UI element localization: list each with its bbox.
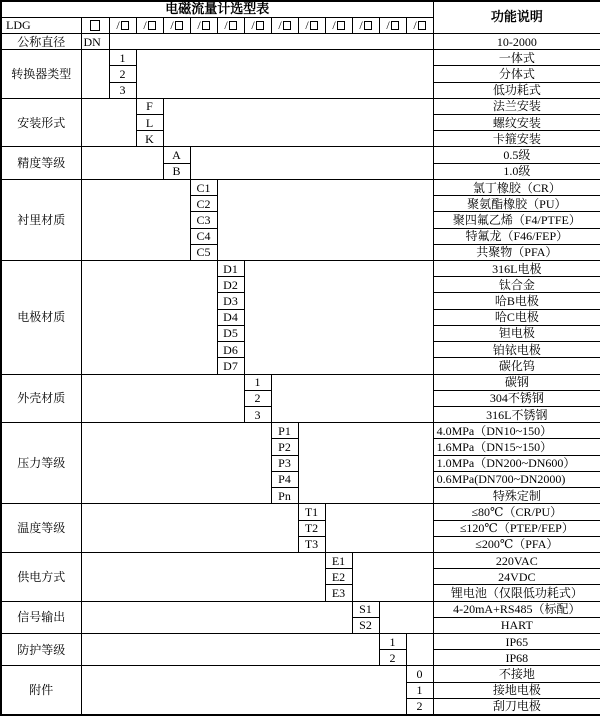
desc-cell: 氯丁橡胶（CR） [433, 179, 600, 195]
code-cell: 1 [244, 374, 271, 390]
code-cell: S1 [352, 601, 379, 617]
desc-cell: 分体式 [433, 66, 600, 82]
placeholder-box-icon [202, 21, 210, 30]
desc-cell: 法兰安装 [433, 98, 600, 114]
placeholder-box-icon [121, 21, 129, 30]
code-cell: 3 [244, 406, 271, 422]
placeholder-box-icon [229, 21, 237, 30]
code-cell: D4 [217, 309, 244, 325]
spacer-cell [81, 374, 244, 423]
placeholder-box-icon [337, 21, 345, 30]
spacer-cell [325, 504, 433, 553]
desc-cell: 低功耗式 [433, 82, 600, 98]
code-cell: A [163, 147, 190, 163]
placeholder-box-icon [175, 21, 183, 30]
code-cell: 3 [109, 82, 136, 98]
code-cell: D3 [217, 293, 244, 309]
desc-cell: 不接地 [433, 666, 600, 682]
code-cell: C4 [190, 228, 217, 244]
desc-cell: 316L不锈钢 [433, 406, 600, 422]
group-label-pressure-class: 压力等级 [1, 423, 81, 504]
model-code-slot: / [379, 17, 406, 33]
desc-cell: IP65 [433, 634, 600, 650]
code-cell: 1 [109, 50, 136, 66]
group-label-electrode-material: 电极材质 [1, 261, 81, 375]
group-label-accessories: 附件 [1, 666, 81, 715]
code-cell: K [136, 131, 163, 147]
spacer-cell [190, 147, 433, 179]
code-cell: L [136, 115, 163, 131]
group-label-converter-type: 转换器类型 [1, 50, 81, 99]
code-cell: Pn [271, 488, 298, 504]
desc-cell: HART [433, 617, 600, 633]
desc-cell: ≤200℃（PFA） [433, 536, 600, 552]
placeholder-box-icon [391, 21, 399, 30]
code-cell: 1 [406, 682, 433, 698]
desc-cell: 特殊定制 [433, 488, 600, 504]
desc-cell: 聚氨酯橡胶（PU） [433, 196, 600, 212]
desc-cell: 共聚物（PFA） [433, 244, 600, 260]
model-code-slot: / [298, 17, 325, 33]
desc-cell: 钛合金 [433, 277, 600, 293]
desc-cell: 1.0级 [433, 163, 600, 179]
model-code-slot: / [190, 17, 217, 33]
desc-cell: ≤120℃（PTEP/FEP） [433, 520, 600, 536]
code-cell: P4 [271, 471, 298, 487]
group-label-installation-type: 安装形式 [1, 98, 81, 147]
spacer-cell [81, 261, 217, 375]
group-label-housing-material: 外壳材质 [1, 374, 81, 423]
code-cell: D7 [217, 358, 244, 374]
group-label-power-supply: 供电方式 [1, 552, 81, 601]
placeholder-box-icon [310, 21, 318, 30]
placeholder-box-icon [90, 20, 100, 31]
model-code-slot: / [136, 17, 163, 33]
group-label-protection-rating: 防护等级 [1, 634, 81, 666]
table-title: 电磁流量计选型表 [1, 1, 433, 17]
desc-cell: 1.6MPa（DN15~150） [433, 439, 600, 455]
desc-cell: 锂电池（仅限低功耗式） [433, 585, 600, 601]
model-code-slot [81, 17, 109, 33]
desc-cell: 24VDC [433, 569, 600, 585]
desc-cell: 316L电极 [433, 261, 600, 277]
model-prefix: LDG [1, 17, 81, 33]
code-cell: T3 [298, 536, 325, 552]
desc-cell: 卡箍安装 [433, 131, 600, 147]
desc-cell: 0.6MPa(DN700~DN2000) [433, 471, 600, 487]
spacer-cell [81, 423, 271, 504]
spacer-cell [81, 666, 406, 715]
spacer-cell [81, 552, 325, 601]
code-cell: E3 [325, 585, 352, 601]
model-code-slot: / [244, 17, 271, 33]
group-label-nominal-diameter: 公称直径 [1, 33, 81, 49]
spacer-cell [379, 601, 433, 633]
code-cell: E2 [325, 569, 352, 585]
desc-cell: 哈C电极 [433, 309, 600, 325]
code-cell: D2 [217, 277, 244, 293]
desc-cell: 10-2000 [433, 33, 600, 49]
desc-cell: 4-20mA+RS485（标配） [433, 601, 600, 617]
group-label-accuracy-class: 精度等级 [1, 147, 81, 179]
code-cell: C1 [190, 179, 217, 195]
desc-cell: 304不锈钢 [433, 390, 600, 406]
placeholder-box-icon [148, 21, 156, 30]
code-cell: S2 [352, 617, 379, 633]
desc-cell: 螺纹安装 [433, 115, 600, 131]
spacer-cell [406, 634, 433, 666]
desc-cell: 哈B电极 [433, 293, 600, 309]
spacer-cell [109, 33, 433, 49]
code-cell: D6 [217, 342, 244, 358]
model-code-slot: / [163, 17, 190, 33]
code-cell: T1 [298, 504, 325, 520]
spacer-cell [81, 504, 298, 553]
spacer-cell [163, 98, 433, 147]
code-cell: 2 [244, 390, 271, 406]
desc-cell: 220VAC [433, 552, 600, 568]
model-code-slot: / [406, 17, 433, 33]
desc-cell: IP68 [433, 650, 600, 666]
placeholder-box-icon [256, 21, 264, 30]
function-description-header: 功能说明 [433, 1, 600, 33]
desc-cell: 特氟龙（F46/FEP） [433, 228, 600, 244]
desc-cell: 碳化钨 [433, 358, 600, 374]
placeholder-box-icon [364, 21, 372, 30]
code-cell: D5 [217, 325, 244, 341]
code-cell: 2 [109, 66, 136, 82]
model-code-slot: / [217, 17, 244, 33]
code-cell: P1 [271, 423, 298, 439]
group-label-signal-output: 信号输出 [1, 601, 81, 633]
desc-cell: 接地电极 [433, 682, 600, 698]
spacer-cell [298, 423, 433, 504]
code-cell: C2 [190, 196, 217, 212]
model-code-slot: / [325, 17, 352, 33]
group-label-temperature-class: 温度等级 [1, 504, 81, 553]
code-cell: 2 [406, 698, 433, 715]
spacer-cell [81, 147, 163, 179]
code-cell: F [136, 98, 163, 114]
code-cell: E1 [325, 552, 352, 568]
model-code-slot: / [271, 17, 298, 33]
spacer-cell [352, 552, 433, 601]
spacer-cell [81, 98, 136, 147]
spacer-cell [81, 601, 352, 633]
spacer-cell [81, 179, 190, 260]
code-cell: 0 [406, 666, 433, 682]
code-cell: C5 [190, 244, 217, 260]
desc-cell: 一体式 [433, 50, 600, 66]
desc-cell: 刮刀电极 [433, 698, 600, 715]
placeholder-box-icon [418, 21, 426, 30]
desc-cell: 聚四氟乙烯（F4/PTFE） [433, 212, 600, 228]
code-DN: DN [81, 33, 109, 49]
spacer-cell [81, 50, 109, 99]
code-cell: P2 [271, 439, 298, 455]
desc-cell: 钽电极 [433, 325, 600, 341]
group-label-lining-material: 衬里材质 [1, 179, 81, 260]
code-cell: 1 [379, 634, 406, 650]
code-cell: C3 [190, 212, 217, 228]
spacer-cell [136, 50, 433, 99]
spacer-cell [217, 179, 433, 260]
spacer-cell [81, 634, 379, 666]
spacer-cell [271, 374, 433, 423]
model-code-slot: / [109, 17, 136, 33]
desc-cell: 1.0MPa（DN200~DN600） [433, 455, 600, 471]
spacer-cell [244, 261, 433, 375]
code-cell: B [163, 163, 190, 179]
model-code-slot: / [352, 17, 379, 33]
code-cell: P3 [271, 455, 298, 471]
desc-cell: 铂铱电极 [433, 342, 600, 358]
desc-cell: ≤80℃（CR/PU） [433, 504, 600, 520]
code-cell: 2 [379, 650, 406, 666]
code-cell: T2 [298, 520, 325, 536]
desc-cell: 0.5级 [433, 147, 600, 163]
placeholder-box-icon [283, 21, 291, 30]
desc-cell: 4.0MPa（DN10~150） [433, 423, 600, 439]
code-cell: D1 [217, 261, 244, 277]
desc-cell: 碳钢 [433, 374, 600, 390]
